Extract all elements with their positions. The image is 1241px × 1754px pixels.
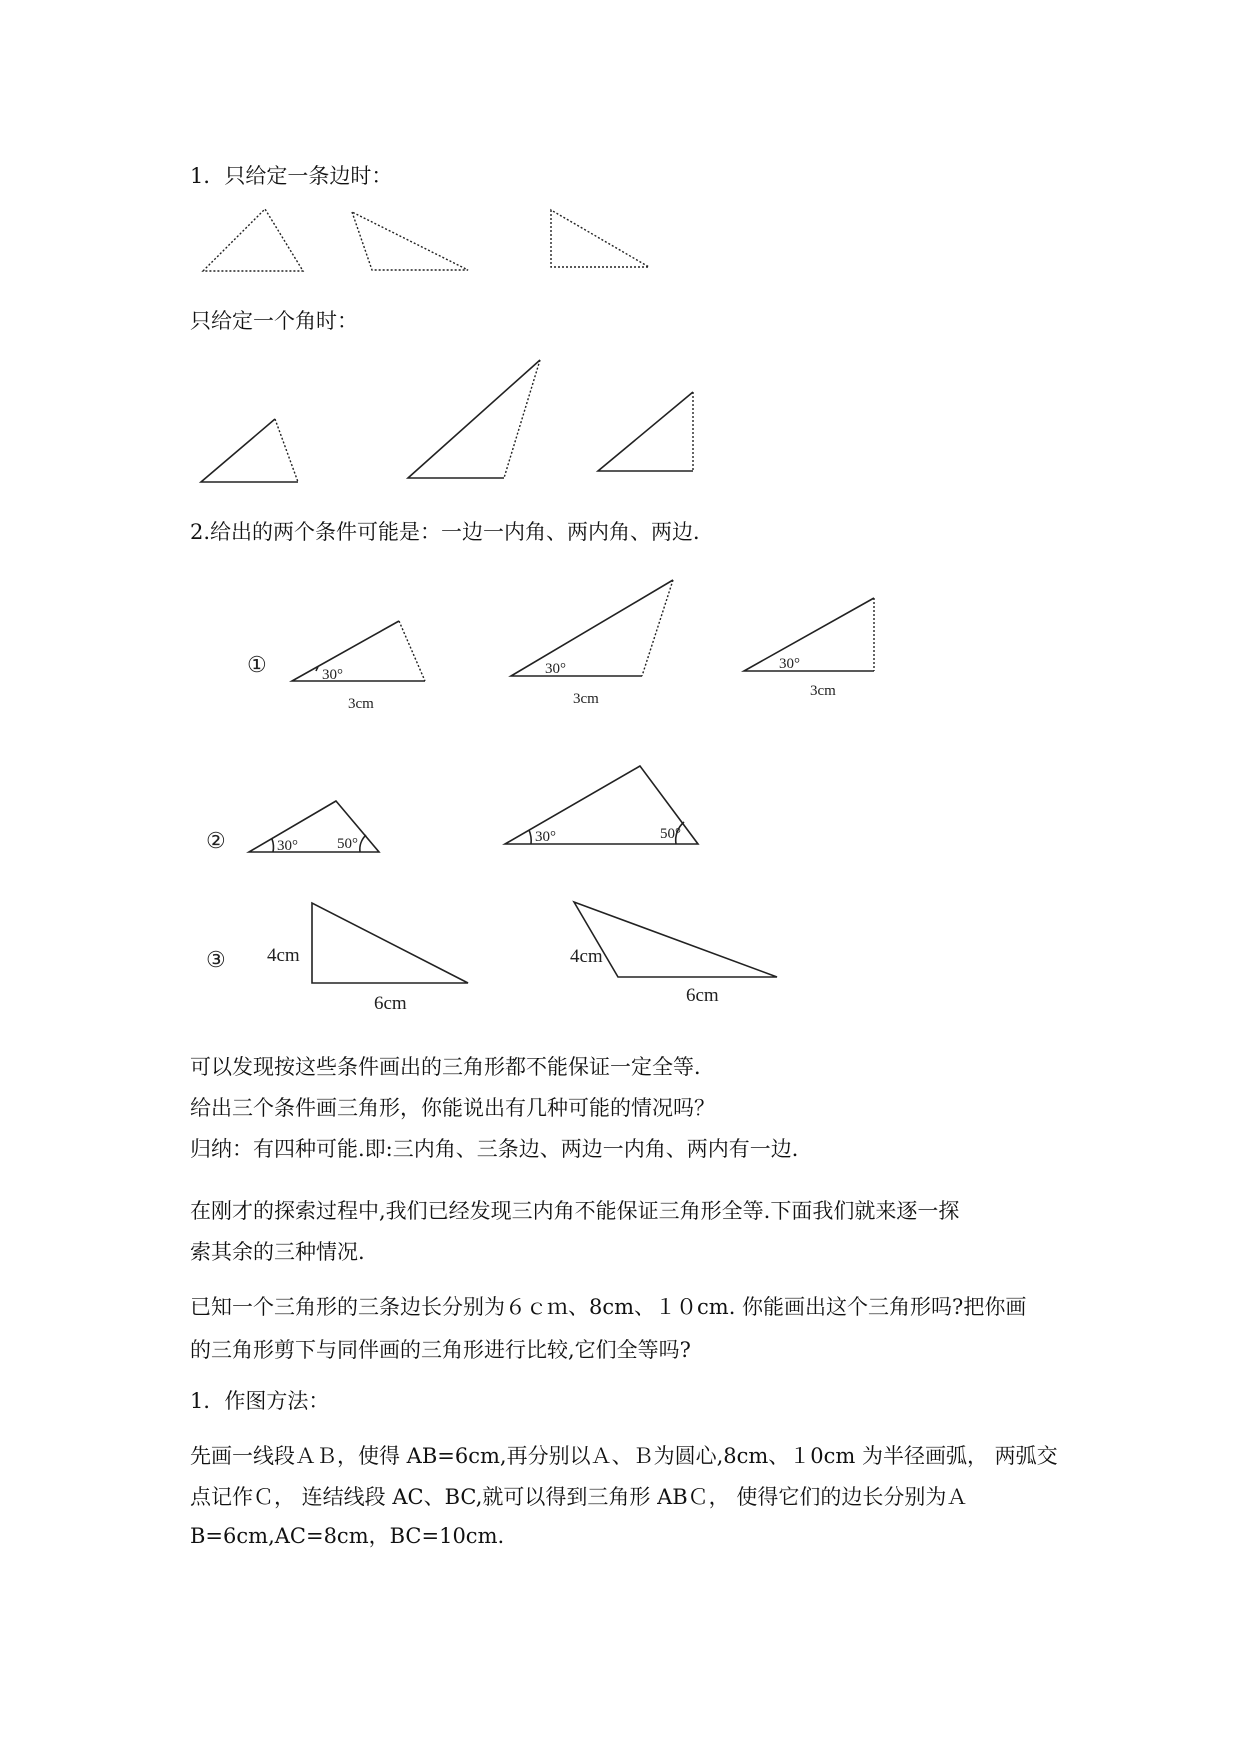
paragraph-10: 点记作Ｃ， 连结线段 AC、BC,就可以得到三角形 ABＣ， 使得它们的边长分别为Ａ <box>190 1485 968 1509</box>
case-1-marker: ① <box>247 652 267 677</box>
paragraph-2: 给出三个条件画三角形，你能说出有几种可能的情况吗？ <box>190 1096 715 1120</box>
case-1-triangle-a <box>292 621 425 681</box>
case-1-triangle-b <box>511 580 673 676</box>
heading-two-conditions: 2.给出的两个条件可能是：一边一内角、两内角、两边． <box>190 520 715 544</box>
figure-case-3 <box>206 902 777 1014</box>
case-2-marker: ② <box>206 828 226 853</box>
case-1-angle-b: 30° <box>545 661 566 677</box>
case-3-side-a2: 4cm <box>570 946 603 967</box>
triangle-one-angle-a <box>201 419 298 482</box>
heading-one-side: 1．只给定一条边时： <box>190 164 393 188</box>
figure-case-1 <box>247 580 874 712</box>
case-3-triangle-b <box>574 902 777 977</box>
triangle-one-angle-c <box>598 392 693 471</box>
case-2-angle-a1: 30° <box>277 838 298 854</box>
case-3-side-b2: 6cm <box>686 985 719 1006</box>
case-3-triangle-a <box>312 903 468 983</box>
case-1-side-b: 3cm <box>573 691 599 707</box>
paragraph-9: 先画一线段ＡＢ，使得 AB=6cm,再分别以Ａ、Ｂ为圆心,8cm、１0cm 为半径画弧， 两弧交 <box>190 1444 1058 1468</box>
paragraph-11: B=6cm,AC=8cm，BC=10cm. <box>190 1524 505 1548</box>
case-2-angle-b2: 50° <box>660 826 681 842</box>
paragraph-5: 索其余的三种情况. <box>190 1240 365 1264</box>
figure-one-side <box>203 209 649 271</box>
case-1-side-a: 3cm <box>348 696 374 712</box>
case-3-side-a1: 4cm <box>267 945 300 966</box>
paragraph-6: 已知一个三角形的三条边长分别为６ｃｍ、8cm、１０cm. 你能画出这个三角形吗?把你画 <box>190 1295 1027 1319</box>
case-2-angle-a2: 30° <box>535 829 556 845</box>
case-3-side-b1: 6cm <box>374 993 407 1014</box>
case-1-angle-a: 30° <box>322 667 343 683</box>
paragraph-1: 可以发现按这些条件画出的三角形都不能保证一定全等． <box>190 1055 715 1079</box>
paragraph-3: 归纳：有四种可能.即:三内角、三条边、两边一内角、两内有一边． <box>190 1137 813 1161</box>
paragraph-4: 在刚才的探索过程中,我们已经发现三内角不能保证三角形全等.下面我们就来逐一探 <box>190 1199 960 1223</box>
triangle-one-side-b <box>352 212 468 270</box>
paragraph-7: 的三角形剪下与同伴画的三角形进行比较,它们全等吗? <box>190 1338 691 1362</box>
case-3-marker: ③ <box>206 947 226 972</box>
triangle-one-side-c <box>551 210 649 267</box>
case-2-triangle-a <box>249 801 379 852</box>
case-1-angle-c: 30° <box>779 656 800 672</box>
figure-one-angle <box>201 360 693 482</box>
case-1-side-c: 3cm <box>810 683 836 699</box>
heading-one-angle: 只给定一个角时： <box>190 309 358 333</box>
figure-case-2 <box>206 766 698 854</box>
triangle-one-side-a <box>203 209 303 271</box>
triangle-one-angle-b <box>408 360 540 478</box>
case-2-angle-b1: 50° <box>337 836 358 852</box>
paragraph-8: 1．作图方法： <box>190 1389 330 1413</box>
case-1-triangle-c <box>744 598 874 671</box>
